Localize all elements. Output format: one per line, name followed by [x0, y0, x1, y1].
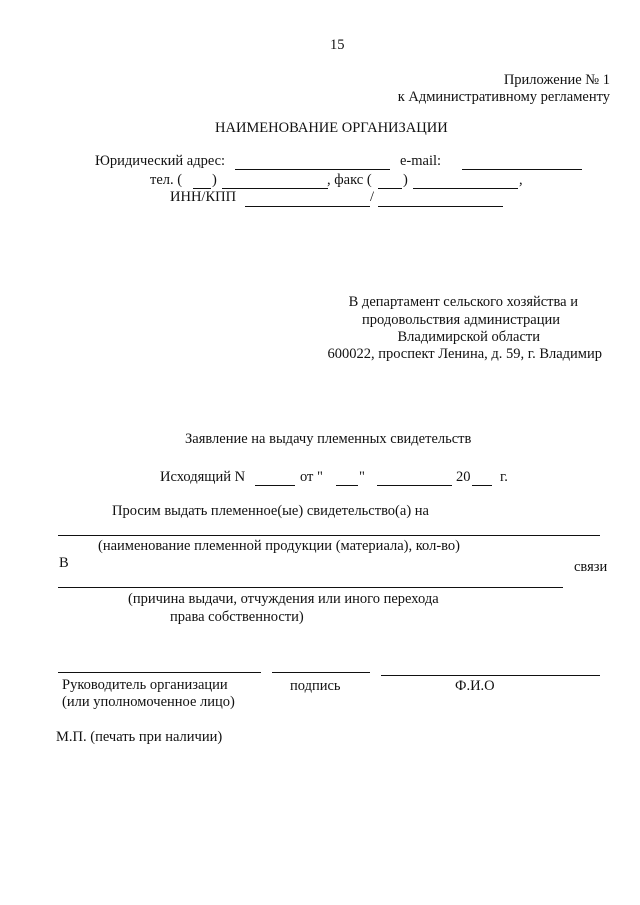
recipient-line-4: 600022, проспект Ленина, д. 59, г. Владимир	[327, 346, 602, 362]
fio-line[interactable]	[381, 675, 600, 676]
fax-code-field[interactable]	[378, 188, 402, 189]
outgoing-year-prefix: 20	[456, 469, 471, 485]
fax-label: , факс (	[327, 172, 372, 188]
fax-number-field[interactable]	[413, 188, 518, 189]
reason-field[interactable]	[58, 587, 563, 588]
email-label: e-mail:	[400, 153, 442, 169]
reason-caption-line-1: (причина выдачи, отчуждения или иного перехода	[128, 591, 439, 607]
recipient-line-3: Владимирской области	[397, 329, 540, 345]
stamp-note: М.П. (печать при наличии)	[56, 729, 223, 745]
phone-number-field[interactable]	[222, 188, 328, 189]
inn-kpp-label: ИНН/КПП	[170, 189, 237, 205]
kpp-field[interactable]	[378, 206, 503, 207]
fio-label: Ф.И.О	[455, 678, 495, 694]
product-caption: (наименование племенной продукции (материала), кол-во)	[98, 538, 461, 554]
head-label-line-2: (или уполномоченное лицо)	[62, 694, 235, 710]
head-signature-line[interactable]	[58, 672, 261, 673]
phone-label: тел. (	[150, 172, 183, 188]
page-number: 15	[330, 37, 345, 53]
outgoing-day-field[interactable]	[336, 485, 358, 486]
due-label: связи	[574, 559, 608, 575]
email-field[interactable]	[462, 169, 582, 170]
head-label-line-1: Руководитель организации	[62, 677, 228, 693]
legal-address-field[interactable]	[235, 169, 390, 170]
recipient-line-2: продовольствия администрации	[362, 312, 560, 328]
fax-trailing-comma: ,	[519, 172, 523, 188]
phone-bracket-close: )	[212, 172, 217, 188]
outgoing-number-label: Исходящий N	[160, 469, 246, 485]
organization-title: НАИМЕНОВАНИЕ ОРГАНИЗАЦИИ	[215, 120, 448, 136]
outgoing-quote-close: "	[359, 469, 365, 485]
outgoing-from-label: от "	[300, 469, 323, 485]
legal-address-label: Юридический адрес:	[95, 153, 226, 169]
recipient-line-1: В департамент сельского хозяйства и	[348, 294, 578, 310]
product-field[interactable]	[58, 535, 600, 536]
appendix-line-1: Приложение № 1	[503, 72, 610, 88]
fax-bracket-close: )	[403, 172, 408, 188]
request-text: Просим выдать племенное(ые) свидетельство(а) на	[112, 503, 429, 519]
reason-caption-line-2: права собственности)	[170, 609, 304, 625]
appendix-line-2: к Административному регламенту	[397, 89, 610, 105]
in-label: В	[59, 555, 69, 571]
inn-field[interactable]	[245, 206, 370, 207]
inn-kpp-slash: /	[370, 189, 375, 205]
outgoing-number-field[interactable]	[255, 485, 295, 486]
signature-line[interactable]	[272, 672, 370, 673]
signature-label: подпись	[290, 678, 341, 694]
outgoing-year-field[interactable]	[472, 485, 492, 486]
outgoing-year-suffix: г.	[500, 469, 508, 485]
document-title: Заявление на выдачу племенных свидетельств	[185, 431, 472, 447]
outgoing-month-field[interactable]	[377, 485, 452, 486]
